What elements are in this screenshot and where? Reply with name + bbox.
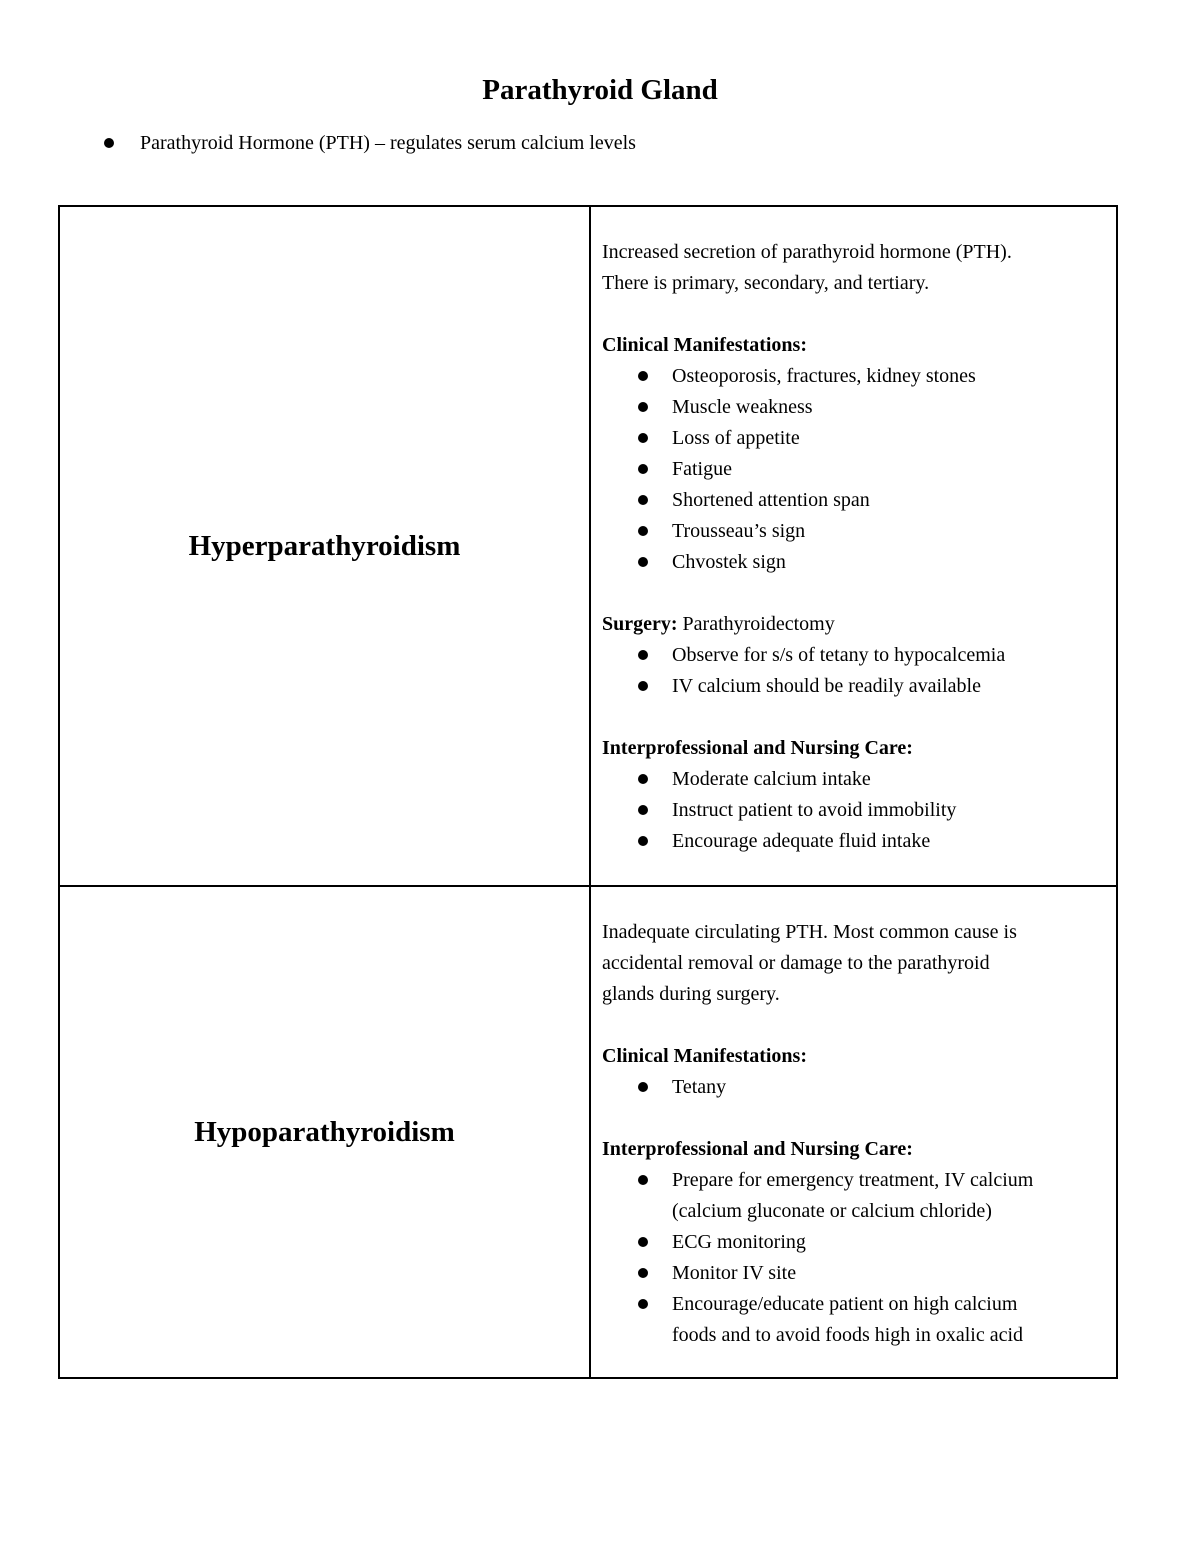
list-item bbox=[602, 547, 1104, 578]
list-item-text: Loss of appetite bbox=[672, 427, 800, 449]
list-item-text: Encourage adequate fluid intake bbox=[672, 830, 931, 852]
bullet-icon bbox=[638, 836, 648, 846]
list-item-text: Osteoporosis, fractures, kidney stones bbox=[672, 365, 976, 387]
surgery-value: Parathyroidectomy bbox=[677, 613, 835, 635]
list-item bbox=[602, 1289, 1104, 1351]
bullet-icon bbox=[104, 138, 114, 148]
bullet-icon bbox=[638, 1237, 648, 1247]
list-item-text: Instruct patient to avoid immobility bbox=[672, 799, 957, 821]
list-item bbox=[602, 795, 1104, 826]
bullet-icon bbox=[638, 1082, 648, 1092]
description-line: Inadequate circulating PTH. Most common cause is bbox=[602, 921, 1017, 943]
bullet-icon bbox=[638, 1268, 648, 1278]
condition-table bbox=[58, 205, 1118, 1379]
care-heading: Interprofessional and Nursing Care: bbox=[602, 737, 913, 759]
list-item bbox=[602, 640, 1104, 671]
list-item-text: Trousseau’s sign bbox=[672, 520, 806, 542]
list-item bbox=[602, 1227, 1104, 1258]
surgery-line bbox=[602, 609, 1104, 640]
list-item bbox=[602, 485, 1104, 516]
clinical-heading: Clinical Manifestations: bbox=[602, 1045, 807, 1067]
table-row-hypoparathyroidism bbox=[59, 886, 1117, 1378]
list-item bbox=[602, 423, 1104, 454]
list-item bbox=[602, 671, 1104, 702]
detail-content bbox=[591, 887, 1116, 1351]
list-item-text: Chvostek sign bbox=[672, 551, 786, 573]
condition-term: Hypoparathyroidism bbox=[194, 1115, 455, 1148]
list-item-text: Muscle weakness bbox=[672, 396, 813, 418]
list-item bbox=[602, 516, 1104, 547]
list-item-text: Monitor IV site bbox=[672, 1262, 797, 1284]
detail-content bbox=[591, 207, 1116, 857]
description-line: glands during surgery. bbox=[602, 983, 780, 1005]
care-list bbox=[602, 764, 1104, 857]
table-row-hyperparathyroidism bbox=[59, 206, 1117, 886]
list-item-text: Prepare for emergency treatment, IV calcium bbox=[672, 1169, 1034, 1191]
list-item bbox=[602, 826, 1104, 857]
description-line: Increased secretion of parathyroid hormone (PTH). bbox=[602, 241, 1012, 263]
list-item-text: Moderate calcium intake bbox=[672, 768, 871, 790]
list-item-text: IV calcium should be readily available bbox=[672, 675, 981, 697]
clinical-list bbox=[602, 1072, 1104, 1103]
bullet-icon bbox=[638, 557, 648, 567]
intro-text: Parathyroid Hormone (PTH) – regulates serum calcium levels bbox=[140, 132, 636, 154]
list-item bbox=[602, 1258, 1104, 1289]
list-item-text: Shortened attention span bbox=[672, 489, 870, 511]
bullet-icon bbox=[638, 433, 648, 443]
bullet-icon bbox=[638, 774, 648, 784]
clinical-heading: Clinical Manifestations: bbox=[602, 334, 807, 356]
list-item bbox=[602, 1072, 1104, 1103]
list-item-text: ECG monitoring bbox=[672, 1231, 806, 1253]
care-heading: Interprofessional and Nursing Care: bbox=[602, 1138, 913, 1160]
bullet-icon bbox=[638, 1175, 648, 1185]
detail-cell bbox=[590, 206, 1117, 886]
term-cell bbox=[59, 886, 590, 1378]
surgery-list bbox=[602, 640, 1104, 702]
bullet-icon bbox=[638, 805, 648, 815]
list-item-text: Fatigue bbox=[672, 458, 732, 480]
intro-list bbox=[100, 128, 636, 159]
detail-cell bbox=[590, 886, 1117, 1378]
list-item bbox=[602, 764, 1104, 795]
list-item-text: Encourage/educate patient on high calcium bbox=[672, 1293, 1018, 1315]
bullet-icon bbox=[638, 495, 648, 505]
list-item-text: Tetany bbox=[672, 1076, 727, 1098]
term-cell bbox=[59, 206, 590, 886]
list-item bbox=[602, 454, 1104, 485]
bullet-icon bbox=[638, 681, 648, 691]
bullet-icon bbox=[638, 526, 648, 536]
list-item-text: (calcium gluconate or calcium chloride) bbox=[672, 1200, 992, 1222]
page-title: Parathyroid Gland bbox=[482, 74, 718, 106]
condition-term: Hyperparathyroidism bbox=[188, 529, 461, 562]
description-line: There is primary, secondary, and tertiary. bbox=[602, 272, 930, 294]
clinical-list bbox=[602, 361, 1104, 578]
bullet-icon bbox=[638, 650, 648, 660]
list-item-text: foods and to avoid foods high in oxalic acid bbox=[672, 1324, 1024, 1346]
care-list bbox=[602, 1165, 1104, 1351]
bullet-icon bbox=[638, 402, 648, 412]
bullet-icon bbox=[638, 464, 648, 474]
bullet-icon bbox=[638, 1299, 648, 1309]
intro-item bbox=[100, 128, 636, 159]
description-line: accidental removal or damage to the parathyroid bbox=[602, 952, 990, 974]
list-item bbox=[602, 361, 1104, 392]
bullet-icon bbox=[638, 371, 648, 381]
list-item bbox=[602, 392, 1104, 423]
list-item bbox=[602, 1165, 1104, 1227]
list-item-text: Observe for s/s of tetany to hypocalcemia bbox=[672, 644, 1006, 666]
surgery-label: Surgery: bbox=[602, 613, 678, 635]
